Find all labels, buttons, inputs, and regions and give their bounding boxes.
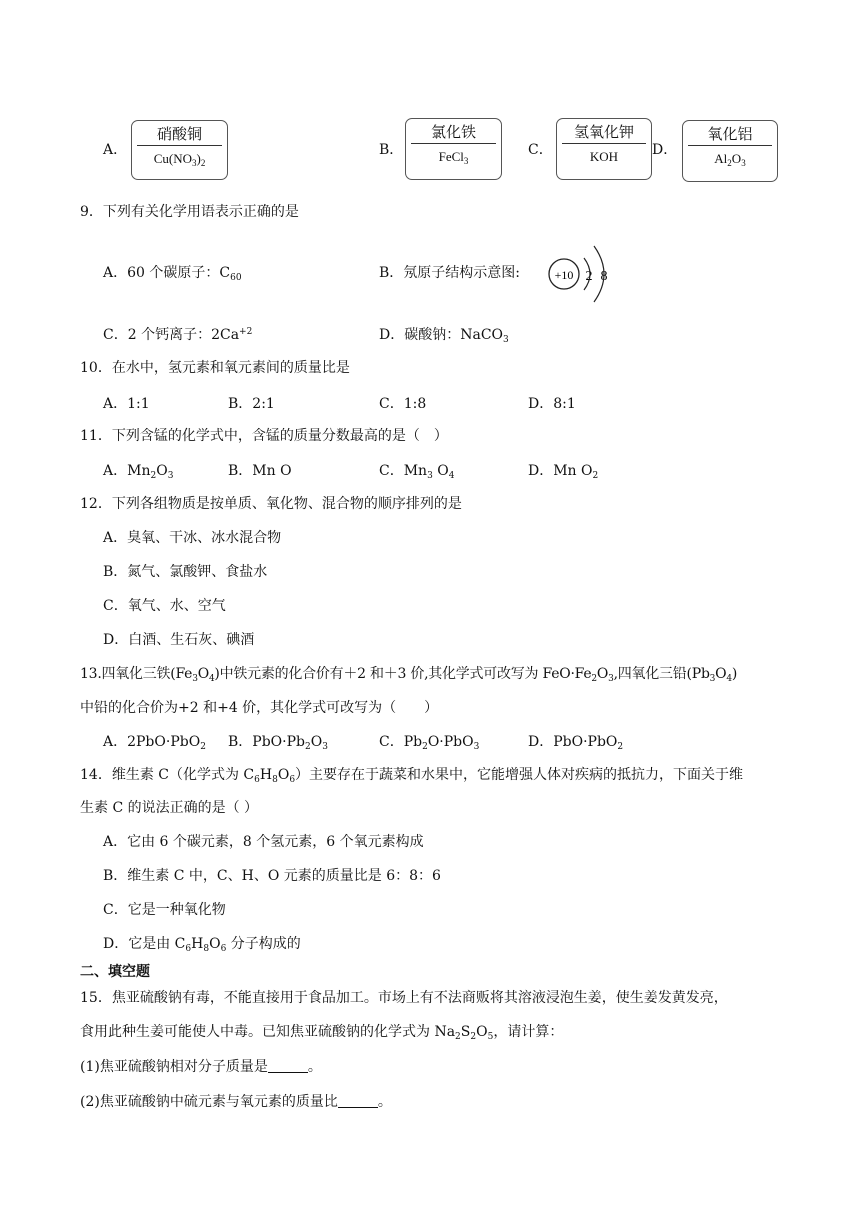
question-14-stem-line2: 生素 C 的说法正确的是（ ）	[80, 800, 259, 816]
compound-name: 硝酸铜	[137, 121, 222, 146]
compound-name: 氢氧化钾	[562, 119, 646, 144]
question-9-option-d: D．碳酸钠：NaCO$_3$	[379, 327, 509, 345]
answer-blank[interactable]	[338, 1093, 378, 1108]
question-13-option-b: B．$PbO\cdot Pb_2O_3$	[228, 734, 328, 752]
question-14-option-d: D．它是由 $C_6H_8O_6$ 分子构成的	[103, 936, 301, 954]
question-10-option-d: D．8:1	[528, 396, 576, 412]
formula-label-card-c	[556, 118, 652, 180]
option-label-d: D．	[652, 142, 678, 158]
question-10-stem: 10．在水中，氢元素和氧元素间的质量比是	[80, 360, 350, 376]
section-heading: 二、填空题	[80, 964, 150, 980]
question-13-option-c: C．$Pb_2O\cdot PbO_3$	[379, 734, 480, 752]
question-11-option-a: A．$Mn_2O_3$	[103, 463, 174, 481]
question-10-option-c: C．1:8	[379, 396, 427, 412]
question-9-option-b: B．氖原子结构示意图:	[379, 265, 521, 281]
answer-blank[interactable]	[268, 1058, 308, 1073]
question-9-option-c: C．2 个钙离子：$2Ca^{+2}$	[103, 327, 253, 343]
compound-formula: FeCl$_3$	[438, 149, 469, 166]
question-15-stem-line1: 15．焦亚硫酸钠有毒，不能直接用于食品加工。市场上有不法商贩将其溶液浸泡生姜，使生姜发黄发亮，	[80, 990, 728, 1006]
question-13-option-d: D．PbO·PbO$_2$	[528, 734, 624, 752]
question-11-option-c: C．$Mn_3$ $O_4$	[379, 463, 455, 481]
question-12-option-a: A．臭氧、干冰、冰水混合物	[103, 530, 282, 546]
formula-label-card-b	[405, 118, 502, 180]
question-10-option-b: B．2:1	[228, 396, 275, 412]
question-14-stem-line1: 14．维生素 C（化学式为 $C_6H_8O_6$）主要存在于蔬菜和水果中，它能增强人体对疾病的抵抗力，下面关于维	[80, 767, 744, 785]
question-12-stem: 12．下列各组物质是按单质、氧化物、混合物的顺序排列的是	[80, 496, 462, 512]
question-11-option-b: B．Mn O	[228, 463, 292, 479]
option-label-a: A．	[103, 142, 128, 158]
compound-name: 氯化铁	[411, 119, 496, 144]
question-13-stem-line2: 中铅的化合价为+2 和+4 价，其化学式可改写为（ ）	[80, 700, 439, 716]
question-12-option-c: C．氧气、水、空气	[103, 598, 226, 614]
question-14-option-a: A．它由 6 个碳元素，8 个氢元素，6 个氧元素构成	[103, 834, 424, 850]
nucleus-charge: +10	[554, 268, 574, 282]
option-label-c: C．	[528, 142, 553, 158]
question-10-option-a: A．1:1	[103, 396, 150, 412]
question-9-stem: 9．下列有关化学用语表示正确的是	[80, 204, 299, 220]
question-12-option-b: B．氮气、氯酸钾、食盐水	[103, 564, 268, 580]
question-9-option-a: A．60 个碳原子：$C_{60}$	[103, 265, 242, 283]
question-12-option-d: D．白酒、生石灰、碘酒	[103, 632, 255, 648]
neon-atom-structure-diagram	[544, 236, 616, 316]
option-label-b: B．	[379, 142, 404, 158]
question-13-option-a: A．2PbO·PbO$_2$	[103, 734, 206, 752]
compound-formula: KOH	[589, 149, 619, 164]
question-14-option-b: B．维生素 C 中，C、H、O 元素的质量比是 6：8：6	[103, 868, 441, 884]
formula-label-card-a	[131, 120, 228, 180]
compound-name: 氧化铝	[688, 121, 772, 146]
electron-shell-1-count: 2	[585, 269, 593, 284]
compound-formula: $Cu(NO_3)_2$	[153, 151, 206, 168]
question-13-stem-line1: 13.四氧化三铁$(Fe_3O_4)$中铁元素的化合价有＋2 和＋3 价,其化学式可改写为 $FeO\cdot Fe_2O_3$,四氧化三铅$(Pb_3O_4)$	[80, 666, 738, 684]
question-15-part-2: (2)焦亚硫酸钠中硫元素与氧元素的质量比 。	[80, 1094, 392, 1110]
electron-shell-2-count: 8	[600, 269, 608, 284]
question-14-option-c: C．它是一种氧化物	[103, 902, 226, 918]
compound-formula: $Al_2O_3$	[714, 151, 746, 168]
question-11-option-d: D．Mn $O_2$	[528, 463, 599, 481]
question-15-part-1: (1)焦亚硫酸钠相对分子质量是 。	[80, 1059, 322, 1075]
question-15-stem-line2: 食用此种生姜可能使人中毒。已知焦亚硫酸钠的化学式为 $Na_2S_2O_5$，请计算：	[80, 1024, 564, 1042]
formula-label-card-d	[682, 120, 778, 182]
question-11-stem: 11．下列含锰的化学式中，含锰的质量分数最高的是（ ）	[80, 428, 448, 444]
